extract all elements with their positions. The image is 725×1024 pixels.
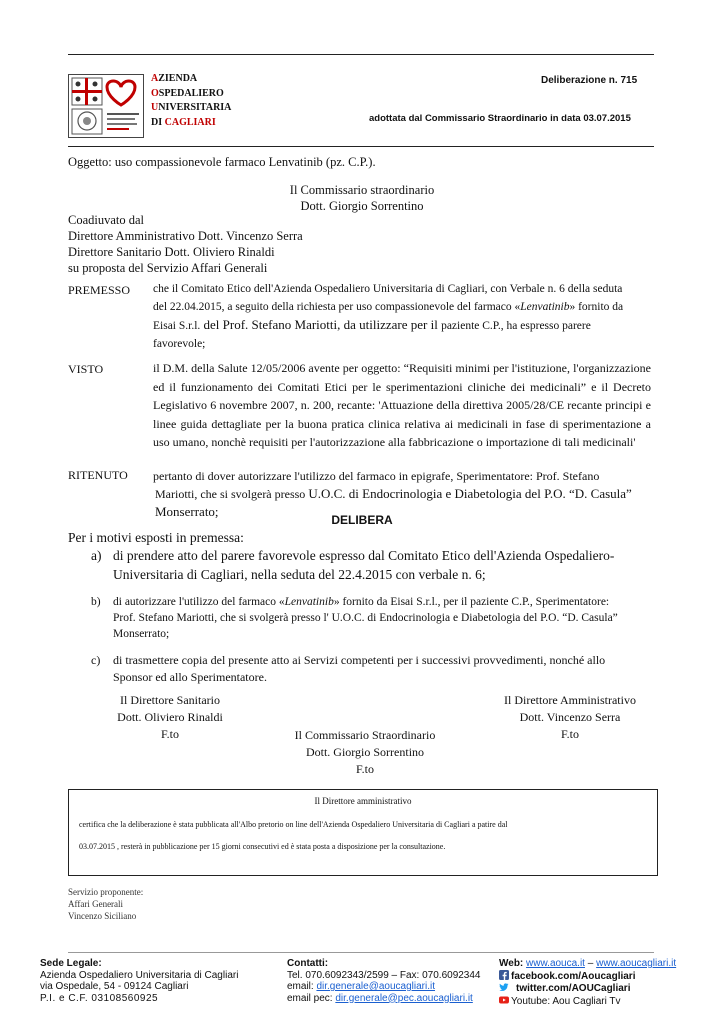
top-rule <box>68 54 654 55</box>
contatti-email: email: dir.generale@aoucagliari.it <box>287 981 436 992</box>
proposta-line: su proposta del Servizio Affari Generali <box>68 261 268 275</box>
visto-text: il D.M. della Salute 12/05/2006 avente per oggetto: “Requisiti minimi per l'istituzione, l'organizzazione ed il funzionamento dei Comitati Etici per le sperimentazioni cliniche dei medicinali” e il Decreto Legislativo 6 novembre 2007, n. 200, recante: 'Attuazione della direttiva 2005/28/CE recante principi e linee guida dettagliate per la buona pratica clinica relativa ai medicinali in fase di sperimentazione a uso umano, nonchè requisiti per l'autorizzazione alla fabbricazione o importazione di tali medicinali' <box>153 361 651 449</box>
certification-line-2: 03.07.2015 , resterà in pubblicazione per 15 giorni consecutivi ed è stata posta a disposizione per la consultazione. <box>79 842 446 851</box>
servizio-label: Servizio proponente: <box>68 887 144 897</box>
direttore-sanitario-line: Direttore Sanitario Dott. Oliviero Rinaldi <box>68 245 275 259</box>
premesso-line-2: del 22.04.2015, a seguito della richiesta per uso compassionevole del farmaco «Lenvatinib» fornito da <box>153 300 624 313</box>
youtube-line[interactable] <box>499 995 676 1008</box>
azienda-line-3-initial: U <box>151 102 159 113</box>
ritenuto-line-3: Monserrato; <box>155 504 219 519</box>
signature-direttore-sanitario <box>90 692 250 743</box>
premesso-text <box>153 281 651 353</box>
sede-line-3: P.I. e C.F. 03108560925 <box>40 992 159 1004</box>
sede-line-1: Azienda Ospedaliero Universitaria di Cagliari <box>40 969 239 981</box>
delibera-item-a <box>91 546 656 584</box>
email-link[interactable]: dir.generale@aoucagliari.it <box>316 981 436 992</box>
azienda-line-1-rest: ZIENDA <box>158 73 198 84</box>
footer-web <box>499 958 676 1007</box>
coadiuvato-line: Coadiuvato dal <box>68 213 145 227</box>
sanitario-fto: F.to <box>160 727 180 741</box>
azienda-line-3-rest: NIVERSITARIA <box>158 102 232 113</box>
direttore-amministrativo-line: Direttore Amministrativo Dott. Vincenzo Serra <box>68 229 303 243</box>
servizio-name: Affari Generali <box>68 899 124 909</box>
footer-rule <box>68 952 654 953</box>
ritenuto-line-2: Mariotti, che si svolgerà presso U.O.C. di Endocrinologia e Diabetologia del P.O. “D. Casula” <box>155 486 632 501</box>
twitter-link[interactable]: twitter.com/AOUCagliari <box>516 983 631 994</box>
azienda-line-2-rest: SPEDALIERO <box>158 87 224 99</box>
footer-sede <box>40 958 238 1004</box>
sanitario-title: Il Direttore Sanitario <box>120 693 220 707</box>
azienda-line-1-initial: A <box>151 73 159 84</box>
premesso-label: PREMESSO <box>68 283 131 297</box>
header-rule <box>68 146 654 147</box>
contatti-tel: Tel. 070.6092343/2599 – Fax: 070.6092344 <box>287 969 481 981</box>
delibera-item-b <box>91 594 656 642</box>
facebook-line[interactable] <box>499 970 676 983</box>
azienda-line-4-di: DI <box>151 116 165 128</box>
commissario-block <box>240 182 484 214</box>
item-c-line-1: di trasmettere copia del presente atto ai Servizi competenti per i successivi provvedimenti, nonché allo <box>113 653 606 667</box>
logo-emblem-icon <box>69 75 143 137</box>
commissario-sig-fto: F.to <box>355 762 375 776</box>
twitter-line[interactable] <box>499 982 676 995</box>
servizio-person: Vincenzo Siciliano <box>68 911 137 921</box>
ritenuto-label: RITENUTO <box>68 468 128 482</box>
item-b-line-1: di autorizzare l'utilizzo del farmaco «Lenvatinib» fornito da Eisai S.r.l., per il paziente C.P., Sperimentatore: <box>113 596 610 608</box>
certification-box <box>68 789 658 876</box>
oggetto: Oggetto: uso compassionevole farmaco Lenvatinib (pz. C.P.). <box>68 155 376 169</box>
delibera-item-c <box>91 652 656 685</box>
delibera-title: DELIBERA <box>331 513 393 527</box>
youtube-link[interactable]: Youtube: Aou Cagliari Tv <box>511 995 621 1007</box>
visto-label: VISTO <box>68 362 104 376</box>
item-b-line-3: Monserrato; <box>113 628 170 640</box>
sede-title: Sede Legale: <box>40 958 102 969</box>
drug-name: Lenvatinib <box>520 300 570 313</box>
item-a-line-1: di prendere atto del parere favorevole espresso dal Comitato Etico dell'Azienda Ospedaliero- <box>113 548 615 563</box>
azienda-line-2-initial: O <box>151 87 159 99</box>
footer-contatti <box>287 958 481 1004</box>
premesso-line-4: favorevole; <box>153 337 206 350</box>
signature-commissario <box>270 727 460 778</box>
youtube-icon <box>499 995 509 1005</box>
amministrativo-name: Dott. Vincenzo Serra <box>519 710 621 724</box>
commissario-sig-title: Il Commissario Straordinario <box>294 728 436 742</box>
item-b-marker: b) <box>91 596 101 608</box>
adottata-date: adottata dal Commissario Straordinario in data 03.07.2015 <box>369 113 631 124</box>
item-c-line-2: Sponsor ed allo Sperimentatore. <box>113 669 267 684</box>
web-line: Web: www.aouca.it – www.aoucagliari.it <box>499 958 677 969</box>
twitter-icon <box>499 982 509 992</box>
premesso-line-1: che il Comitato Etico dell'Azienda Ospedaliero Universitaria di Cagliari, con Verbale n. 6 della seduta <box>153 283 623 295</box>
web-link-1[interactable]: www.aouca.it <box>526 958 585 969</box>
certification-title: Il Direttore amministrativo <box>314 796 412 806</box>
contatti-pec: email pec: dir.generale@pec.aoucagliari.it <box>287 992 473 1004</box>
azienda-name <box>151 72 231 130</box>
sede-line-2: via Ospedale, 54 - 09124 Cagliari <box>40 981 189 992</box>
motivi-line: Per i motivi esposti in premessa: <box>68 530 244 545</box>
sanitario-name: Dott. Oliviero Rinaldi <box>117 710 223 724</box>
azienda-line-4-city: CAGLIARI <box>164 116 216 128</box>
coadiuvato-block <box>68 212 303 276</box>
facebook-icon <box>499 970 509 980</box>
amministrativo-fto: F.to <box>560 727 580 741</box>
hospital-logo <box>68 74 144 138</box>
item-b-line-2: Prof. Stefano Mariotti, che si svolgerà presso l' U.O.C. di Endocrinologia e Diabetologia del P.O. “D. Casula” <box>113 612 618 624</box>
item-a-marker: a) <box>91 548 102 563</box>
item-c-marker: c) <box>91 653 101 667</box>
ritenuto-line-1: pertanto di dover autorizzare l'utilizzo del farmaco in epigrafe, Sperimentatore: Prof. Stefano <box>153 469 600 483</box>
pec-link[interactable]: dir.generale@pec.aoucagliari.it <box>335 992 473 1004</box>
item-a-line-2: Universitaria di Cagliari, nella seduta del 22.4.2015 con verbale n. 6; <box>113 567 486 582</box>
servizio-block <box>68 886 143 922</box>
amministrativo-title: Il Direttore Amministrativo <box>504 693 636 707</box>
signature-direttore-amministrativo <box>480 692 660 743</box>
commissario-title: Il Commissario straordinario <box>289 183 435 197</box>
web-link-2[interactable]: www.aoucagliari.it <box>596 958 677 969</box>
drug-name: Lenvatinib <box>284 596 334 608</box>
commissario-sig-name: Dott. Giorgio Sorrentino <box>305 745 425 759</box>
contatti-title: Contatti: <box>287 958 329 969</box>
certification-line-1: certifica che la deliberazione è stata pubblicata all'Albo pretorio on line dell'Azienda Ospedaliero Universitaria di Cagliari a patire dal <box>79 820 508 829</box>
facebook-link[interactable]: facebook.com/Aoucagliari <box>511 970 636 982</box>
commissario-name: Dott. Giorgio Sorrentino <box>300 199 424 213</box>
deliberazione-number: Deliberazione n. 715 <box>541 75 638 86</box>
premesso-line-3: Eisai S.r.l. del Prof. Stefano Mariotti, da utilizzare per il paziente C.P., ha espresso parere <box>153 317 591 332</box>
